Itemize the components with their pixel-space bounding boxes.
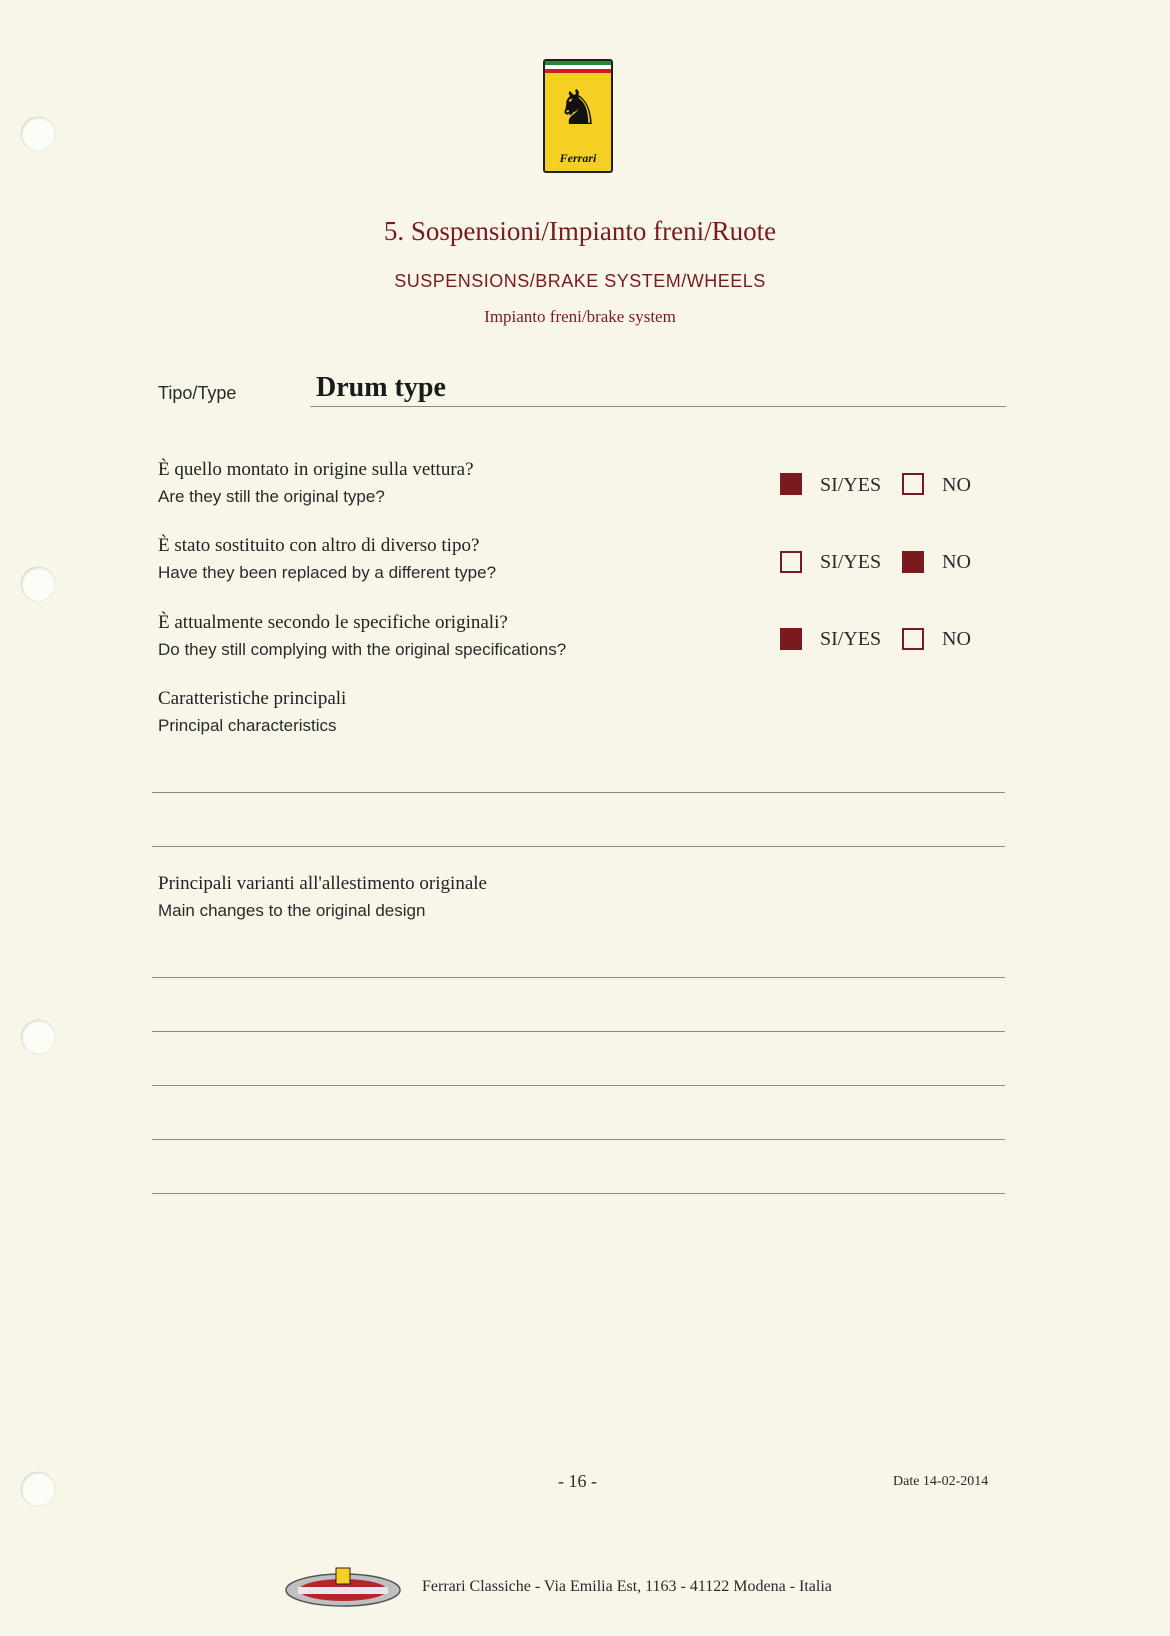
changes-label-en: Main changes to the original design bbox=[158, 901, 426, 920]
section-title: 5. Sospensioni/Impianto freni/Ruote bbox=[383, 216, 777, 246]
question-1-yes-checkbox[interactable] bbox=[780, 473, 802, 495]
changes-line[interactable] bbox=[152, 1085, 1005, 1086]
characteristics-line[interactable] bbox=[152, 846, 1005, 847]
question-2-no-checkbox[interactable] bbox=[902, 551, 924, 573]
changes-line[interactable] bbox=[152, 1031, 1005, 1032]
question-1-no-checkbox[interactable] bbox=[902, 473, 924, 495]
punch-hole bbox=[21, 117, 55, 151]
changes-line[interactable] bbox=[152, 1139, 1005, 1140]
question-2-yes-label: SI/YES bbox=[820, 551, 882, 573]
question-3-no-checkbox[interactable] bbox=[902, 628, 924, 650]
changes-line[interactable] bbox=[152, 1193, 1005, 1194]
section-title-english: SUSPENSIONS/BRAKE SYSTEM/WHEELS bbox=[394, 271, 766, 291]
question-3-yes-checkbox[interactable] bbox=[780, 628, 802, 650]
logo-brand: Ferrari bbox=[559, 151, 597, 165]
page-number: - 16 - bbox=[558, 1471, 597, 1491]
ferrari-logo bbox=[543, 59, 613, 173]
question-2-no-label: NO bbox=[942, 551, 971, 573]
question-3-it: È attualmente secondo le specifiche originali? bbox=[158, 612, 508, 633]
footer-address: Ferrari Classiche - Via Emilia Est, 1163 - 41122 Modena - Italia bbox=[422, 1578, 832, 1595]
characteristics-line[interactable] bbox=[152, 792, 1005, 793]
question-3-yes-label: SI/YES bbox=[820, 628, 882, 650]
ferrari-classiche-emblem-icon bbox=[284, 1560, 402, 1614]
question-2-it: È stato sostituito con altro di diverso tipo? bbox=[158, 535, 480, 556]
type-underline bbox=[310, 406, 1006, 407]
characteristics-label-en: Principal characteristics bbox=[158, 716, 337, 735]
section-subtitle: Impianto freni/brake system bbox=[484, 307, 676, 326]
punch-hole bbox=[21, 567, 55, 601]
question-2-en: Have they been replaced by a different type? bbox=[158, 563, 497, 582]
punch-hole bbox=[21, 1472, 55, 1506]
question-1-it: È quello montato in origine sulla vettura? bbox=[158, 459, 474, 480]
changes-line[interactable] bbox=[152, 977, 1005, 978]
question-3-en: Do they still complying with the original specifications? bbox=[158, 640, 567, 659]
question-2-yes-checkbox[interactable] bbox=[780, 551, 802, 573]
question-1-no-label: NO bbox=[942, 474, 971, 496]
question-1-yes-label: SI/YES bbox=[820, 474, 882, 496]
question-1-en: Are they still the original type? bbox=[158, 487, 385, 506]
question-3-no-label: NO bbox=[942, 628, 971, 650]
prancing-horse-icon: ♞ bbox=[556, 82, 600, 135]
changes-label-it: Principali varianti all'allestimento originale bbox=[158, 873, 487, 894]
document-date: Date 14-02-2014 bbox=[893, 1474, 989, 1489]
type-value[interactable]: Drum type bbox=[316, 372, 446, 403]
punch-hole bbox=[21, 1020, 55, 1054]
characteristics-label-it: Caratteristiche principali bbox=[158, 688, 347, 709]
type-label: Tipo/Type bbox=[158, 383, 237, 403]
